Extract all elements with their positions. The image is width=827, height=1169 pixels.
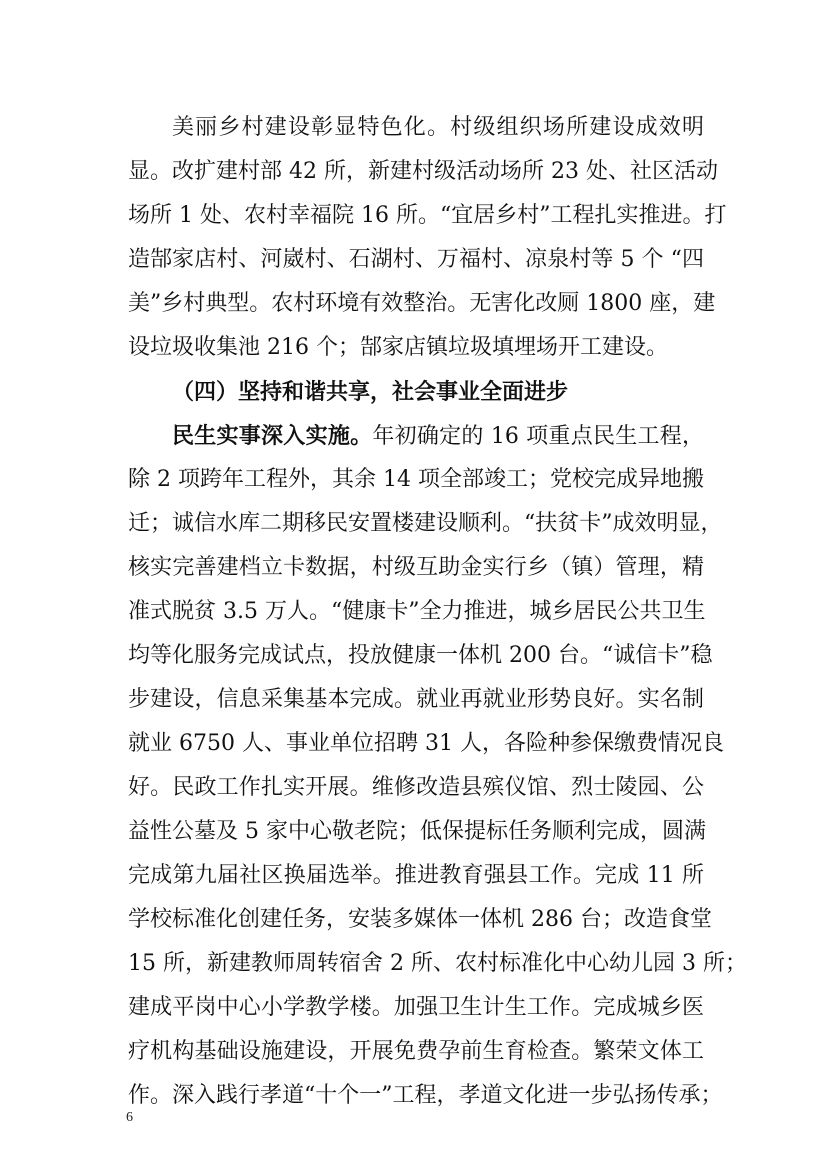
paragraph-2-line-1 bbox=[128, 414, 704, 458]
paragraph-1-line-6: 设垃圾收集池 216 个；郜家店镇垃圾填埋场开工建设。 bbox=[128, 335, 668, 360]
paragraph-2-line-6: 均等化服务完成试点，投放健康一体机 200 台。“诚信卡”稳 bbox=[128, 643, 713, 668]
paragraph-2-line-8: 就业 6750 人、事业单位招聘 31 人，各险种参保缴费情况良 bbox=[128, 731, 724, 756]
section-heading: （四）坚持和谐共享，社会事业全面进步 bbox=[172, 379, 569, 405]
paragraph-2-line-15: 疗机构基础设施建设，开展免费孕前生育检查。繁荣文体工 bbox=[128, 1039, 704, 1064]
paragraph-2-line-9: 好。民政工作扎实开展。维修改造县殡仪馆、烈士陵园、公 bbox=[128, 775, 704, 800]
paragraph-2-lead: 民生实事深入实施。 bbox=[172, 423, 373, 449]
paragraph-2-line-14: 建成平岗中心小学教学楼。加强卫生计生工作。完成城乡医 bbox=[128, 995, 704, 1020]
paragraph-2-line-1-rest: 年初确定的 16 项重点民生工程， bbox=[372, 424, 704, 449]
paragraph-1-line-1: 美丽乡村建设彰显特色化。村级组织场所建设成效明 bbox=[172, 115, 704, 140]
paragraph-2-line-16: 作。深入践行孝道“十个一”工程，孝道文化进一步弘扬传承； bbox=[128, 1083, 723, 1108]
paragraph-2-line-3: 迁；诚信水库二期移民安置楼建设顺利。“扶贫卡”成效明显， bbox=[128, 511, 723, 536]
paragraph-2-line-2: 除 2 项跨年工程外，其余 14 项全部竣工；党校完成异地搬 bbox=[128, 467, 704, 492]
paragraph-2-line-10: 益性公墓及 5 家中心敬老院；低保提标任务顺利完成，圆满 bbox=[128, 819, 706, 844]
paragraph-2-line-13: 15 所，新建教师周转宿舍 2 所、农村标准化中心幼儿园 3 所； bbox=[128, 951, 747, 976]
paragraph-2-line-5: 准式脱贫 3.5 万人。“健康卡”全力推进，城乡居民公共卫生 bbox=[128, 599, 706, 624]
paragraph-1-line-2: 显。改扩建村部 42 所，新建村级活动场所 23 处、社区活动 bbox=[128, 159, 718, 184]
paragraph-2-line-12: 学校标准化创建任务，安装多媒体一体机 286 台；改造食堂 bbox=[128, 907, 712, 932]
page-number: 6 bbox=[126, 1110, 133, 1125]
paragraph-2-line-7: 步建设，信息采集基本完成。就业再就业形势良好。实名制 bbox=[128, 687, 704, 712]
paragraph-2-line-4: 核实完善建档立卡数据，村级互助金实行乡（镇）管理，精 bbox=[128, 555, 704, 580]
body-text bbox=[128, 106, 747, 1118]
paragraph-1-line-3: 场所 1 处、农村幸福院 16 所。“宜居乡村”工程扎实推进。打 bbox=[128, 203, 727, 228]
paragraph-1-line-5: 美”乡村典型。农村环境有效整治。无害化改厕 1800 座，建 bbox=[128, 291, 716, 316]
paragraph-1-line-4: 造郜家店村、河崴村、石湖村、万福村、凉泉村等 5 个 “四 bbox=[128, 247, 704, 272]
paragraph-2-line-11: 完成第九届社区换届选举。推进教育强县工作。完成 11 所 bbox=[128, 863, 704, 888]
